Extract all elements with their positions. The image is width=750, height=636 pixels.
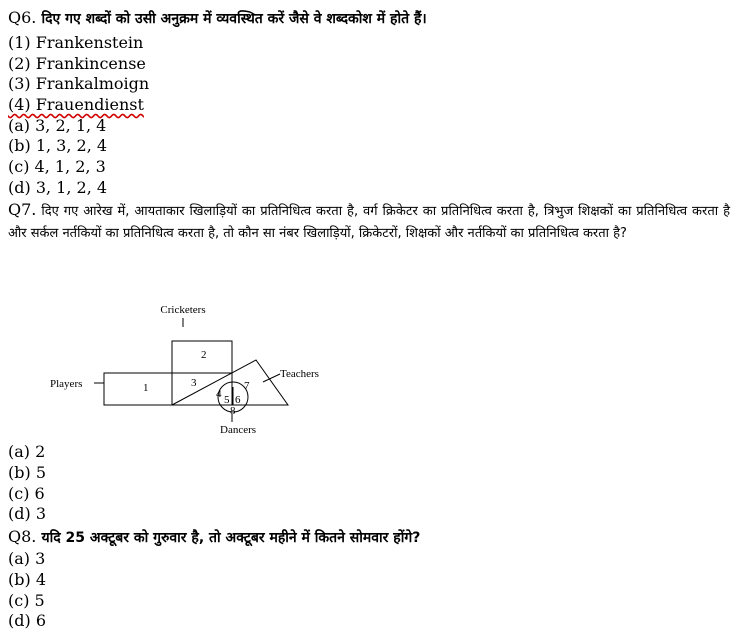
q6-item-2: (2) Frankincense <box>8 54 146 73</box>
question-text: दिए गए शब्दों को उसी अनुक्रम में व्यवस्थित करें जैसे वे शब्दकोश में होते हैं। <box>41 11 427 27</box>
q7-option-b: (b) 5 <box>8 463 46 482</box>
q8-option-a: (a) 3 <box>8 549 46 568</box>
q7-option-a: (a) 2 <box>8 442 46 461</box>
q6-item-4 <box>8 95 144 115</box>
spellcheck-underline-text: (4) Frauendienst <box>8 95 144 114</box>
q6-option-c: (c) 4, 1, 2, 3 <box>8 157 106 176</box>
teachers-label: Teachers <box>280 368 319 380</box>
players-rectangle <box>104 373 232 405</box>
q7-option-c: (c) 6 <box>8 484 45 503</box>
question-8 <box>8 527 420 548</box>
players-label: Players <box>50 378 83 390</box>
question-number: Q8. <box>8 527 37 546</box>
region-8: 8 <box>230 405 236 417</box>
question-text: दिए गए आरेख में, आयताकार खिलाड़ियों का प्रतिनिधित्व करता है, वर्ग क्रिकेटर का प्रतिनिधित्व करता है, त्रिभुज शिक्षकों का प्रतिनिधित्व करता है और सर्कल नर्तकियों का प्रतिनिधित्व करता है, तो कौन सा नंबर खिलाड़ियों, क्रिकेटरों, शिक्षकों और नर्तकियों का प्रतिनिधित्व करता है? <box>8 204 730 241</box>
question-7 <box>8 199 730 245</box>
teachers-pointer <box>263 374 280 382</box>
question-number: Q7. <box>8 200 37 219</box>
q6-item-1: (1) Frankenstein <box>8 33 144 52</box>
region-6: 6 <box>235 394 241 406</box>
region-1: 1 <box>143 382 149 394</box>
q8-option-c: (c) 5 <box>8 591 45 610</box>
q6-option-a: (a) 3, 2, 1, 4 <box>8 116 107 135</box>
question-text: यदि 25 अक्टूबर को गुरुवार है, तो अक्टूबर महीने में कितने सोमवार होंगे? <box>41 530 421 546</box>
cricketers-label: Cricketers <box>160 304 206 316</box>
region-7: 7 <box>244 380 250 392</box>
region-3: 3 <box>191 377 197 389</box>
question-number: Q6. <box>8 8 37 27</box>
q7-option-d: (d) 3 <box>8 504 46 523</box>
q8-option-d: (d) 6 <box>8 611 46 630</box>
region-5: 5 <box>224 394 230 406</box>
region-2: 2 <box>201 349 207 361</box>
q8-option-b: (b) 4 <box>8 570 46 589</box>
venn-diagram <box>40 294 340 444</box>
dancers-label: Dancers <box>220 424 257 436</box>
region-4: 4 <box>216 388 222 400</box>
question-6 <box>8 8 427 29</box>
q6-item-3: (3) Frankalmoign <box>8 74 150 93</box>
q6-option-b: (b) 1, 3, 2, 4 <box>8 136 108 155</box>
q6-option-d: (d) 3, 1, 2, 4 <box>8 178 108 197</box>
